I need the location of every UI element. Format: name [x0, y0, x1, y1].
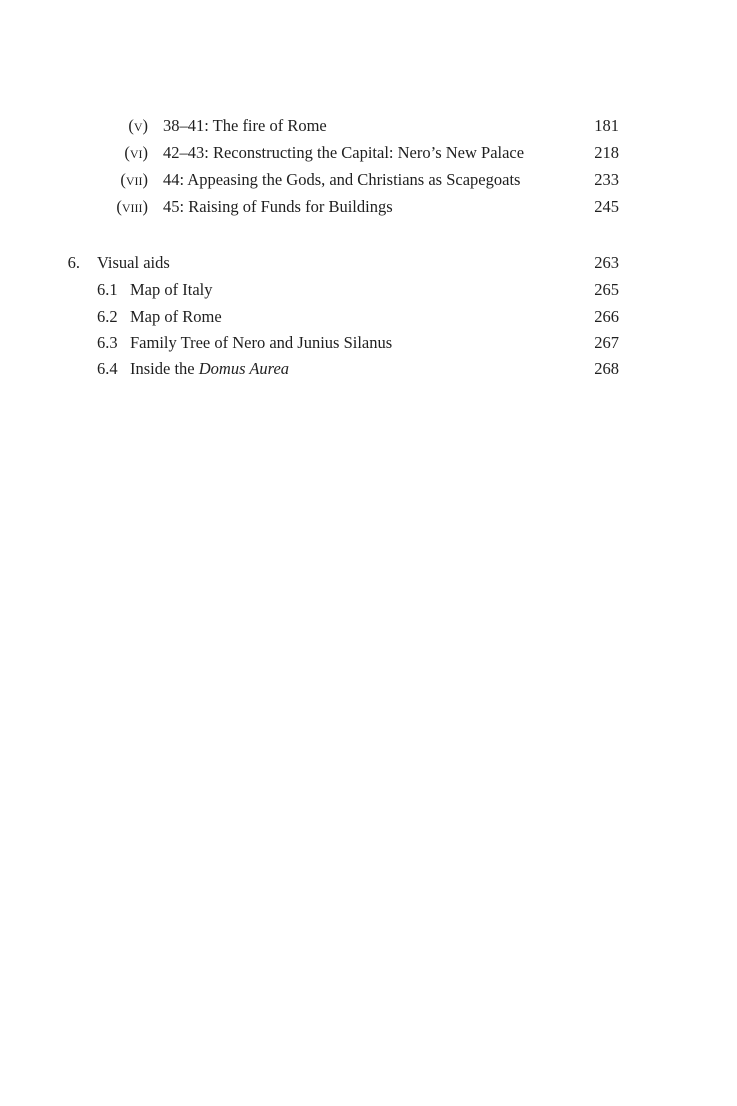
entry-title: [130, 357, 289, 381]
entry-title: Map of Rome: [130, 307, 222, 326]
entry-title: Map of Italy: [130, 280, 213, 299]
entry-page: 265: [594, 280, 619, 299]
section-title: Visual aids: [97, 253, 170, 272]
toc-entry: [0, 195, 737, 219]
entry-number: (vii): [120, 170, 148, 189]
toc-section: [0, 251, 737, 275]
section-number: 6.: [67, 253, 80, 272]
toc-entry: [0, 331, 737, 355]
entry-number: 6.1: [97, 280, 118, 299]
entry-title: 45: Raising of Funds for Buildings: [163, 197, 393, 216]
toc-entry: [0, 278, 737, 302]
entry-title-italic: Domus Aurea: [198, 359, 290, 378]
entry-page: 267: [594, 333, 619, 352]
entry-title: 44: Appeasing the Gods, and Christians as Scapegoats: [163, 170, 521, 189]
toc-entry: [0, 114, 737, 138]
entry-page: 218: [594, 143, 619, 162]
entry-title: Family Tree of Nero and Junius Silanus: [130, 333, 393, 352]
entry-page: 266: [594, 307, 619, 326]
section-page: 263: [594, 253, 619, 272]
entry-page: 233: [594, 170, 619, 189]
entry-number: 6.4: [97, 359, 118, 378]
entry-title-plain: Inside the: [130, 359, 199, 378]
toc-entry: [0, 168, 737, 192]
entry-title: 38–41: The fire of Rome: [163, 116, 327, 135]
toc-entry: [0, 141, 737, 165]
entry-page: 245: [594, 197, 619, 216]
toc-entry: [0, 305, 737, 329]
entry-title: 42–43: Reconstructing the Capital: Nero’s New Palace: [163, 143, 525, 162]
entry-page: 268: [594, 359, 619, 378]
entry-number: (vi): [124, 143, 148, 162]
entry-number: (v): [128, 116, 148, 135]
entry-number: 6.2: [97, 307, 118, 326]
entry-page: 181: [594, 116, 619, 135]
entry-number: (viii): [116, 197, 148, 216]
toc-entry: [0, 357, 737, 381]
entry-number: 6.3: [97, 333, 118, 352]
